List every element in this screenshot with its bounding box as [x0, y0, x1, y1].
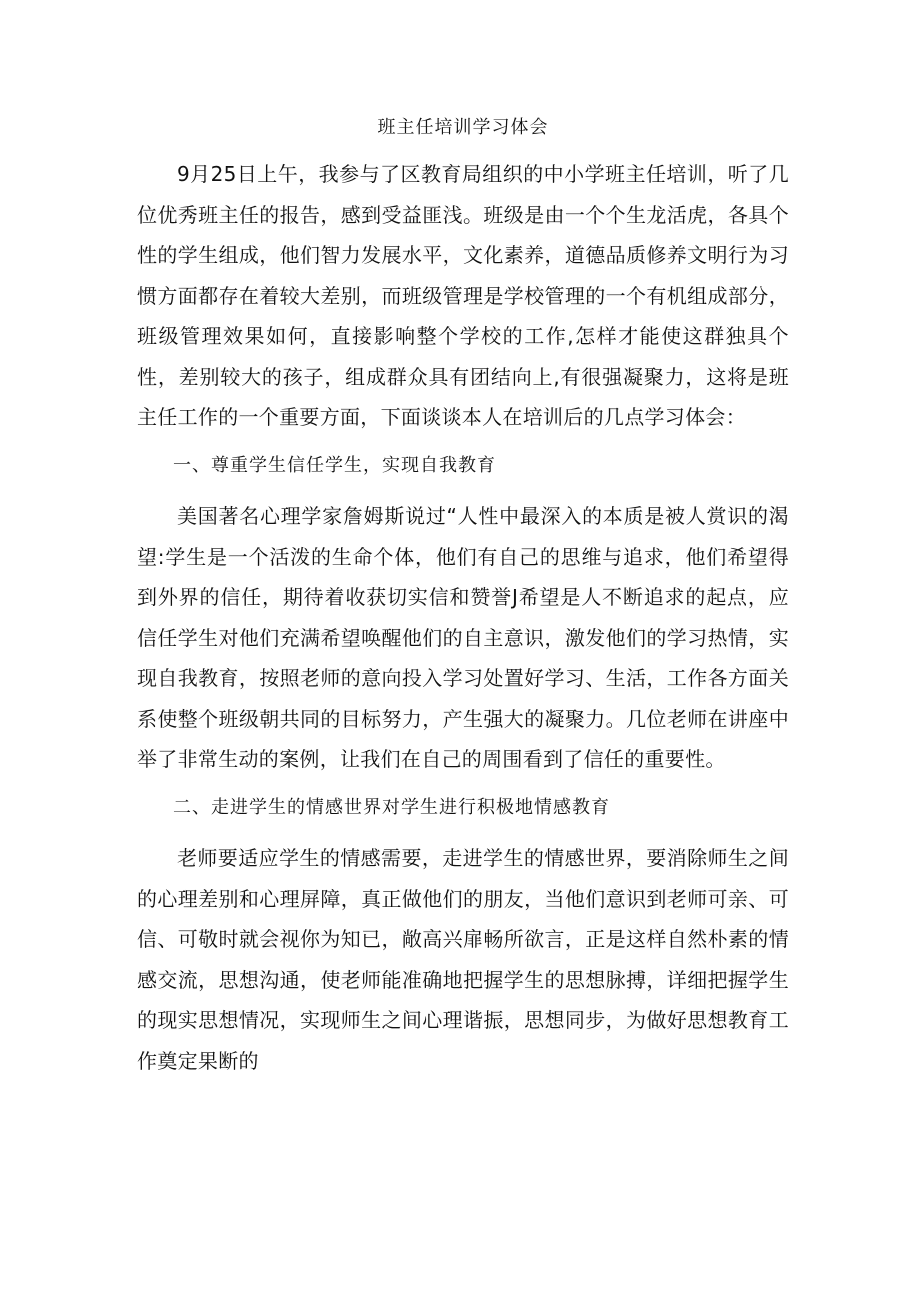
section-heading: 二、走进学生的情感世界对学生进行积极地情感教育 [173, 796, 610, 818]
intro-paragraph: 9月25日上午，我参与了区教育局组织的中小学班主任培训，听了几位优秀班主任的报告，感到受益匪浅。班级是由一个个生龙活虎，各具个性的学生组成，他们智力发展水平，文化素养，道德品质修养文明行为习惯方面都存在着较大差别，而班级管理是学校管理的一个有机组成部分，班级管理效果如何，直接影响整个学校的工作,怎样才能使这群独具个性，差别较大的孩子，组成群众具有团结向上,有很强凝聚力，这将是班主任工作的一个重要方面，下面谈谈本人在培训后的几点学习体会： [137, 162, 789, 429]
section-body: 美国著名心理学家詹姆斯说过“人性中最深入的本质是被人赏识的渴望:学生是一个活泼的生命个体，他们有自己的思维与追求，他们希望得到外界的信任，期待着收获切实信和赞誉J希望是人不断追求的起点，应信任学生对他们充满希望唤醒他们的自主意识，激发他们的学习热情，实现自我教育，按照老师的意向投入学习处置好学习、生活，工作各方面关系使整个班级朝共同的目标努力，产生强大的凝聚力。几位老师在讲座中举了非常生动的案例，让我们在自己的周围看到了信任的重要性。 [137, 504, 789, 771]
section-heading: 一、尊重学生信任学生，实现自我教育 [173, 454, 496, 476]
document-title: 班主任培训学习体会 [377, 117, 549, 138]
section-2 [137, 788, 789, 1082]
section-body: 老师要适应学生的情感需要，走进学生的情感世界，要消除师生之间的心理差别和心理屏障，真正做他们的朋友，当他们意识到老师可亲、可信、可敬时就会视你为知已，敞高兴扉畅所欲言，正是这样自然朴素的情感交流，思想沟通，使老师能准确地把握学生的思想脉搏，详细把握学生的现实思想情况，实现师生之间心理谐振，思想同步，为做好思想教育工作奠定果断的 [137, 846, 789, 1073]
document-page [137, 112, 789, 1081]
section-1 [137, 446, 789, 780]
